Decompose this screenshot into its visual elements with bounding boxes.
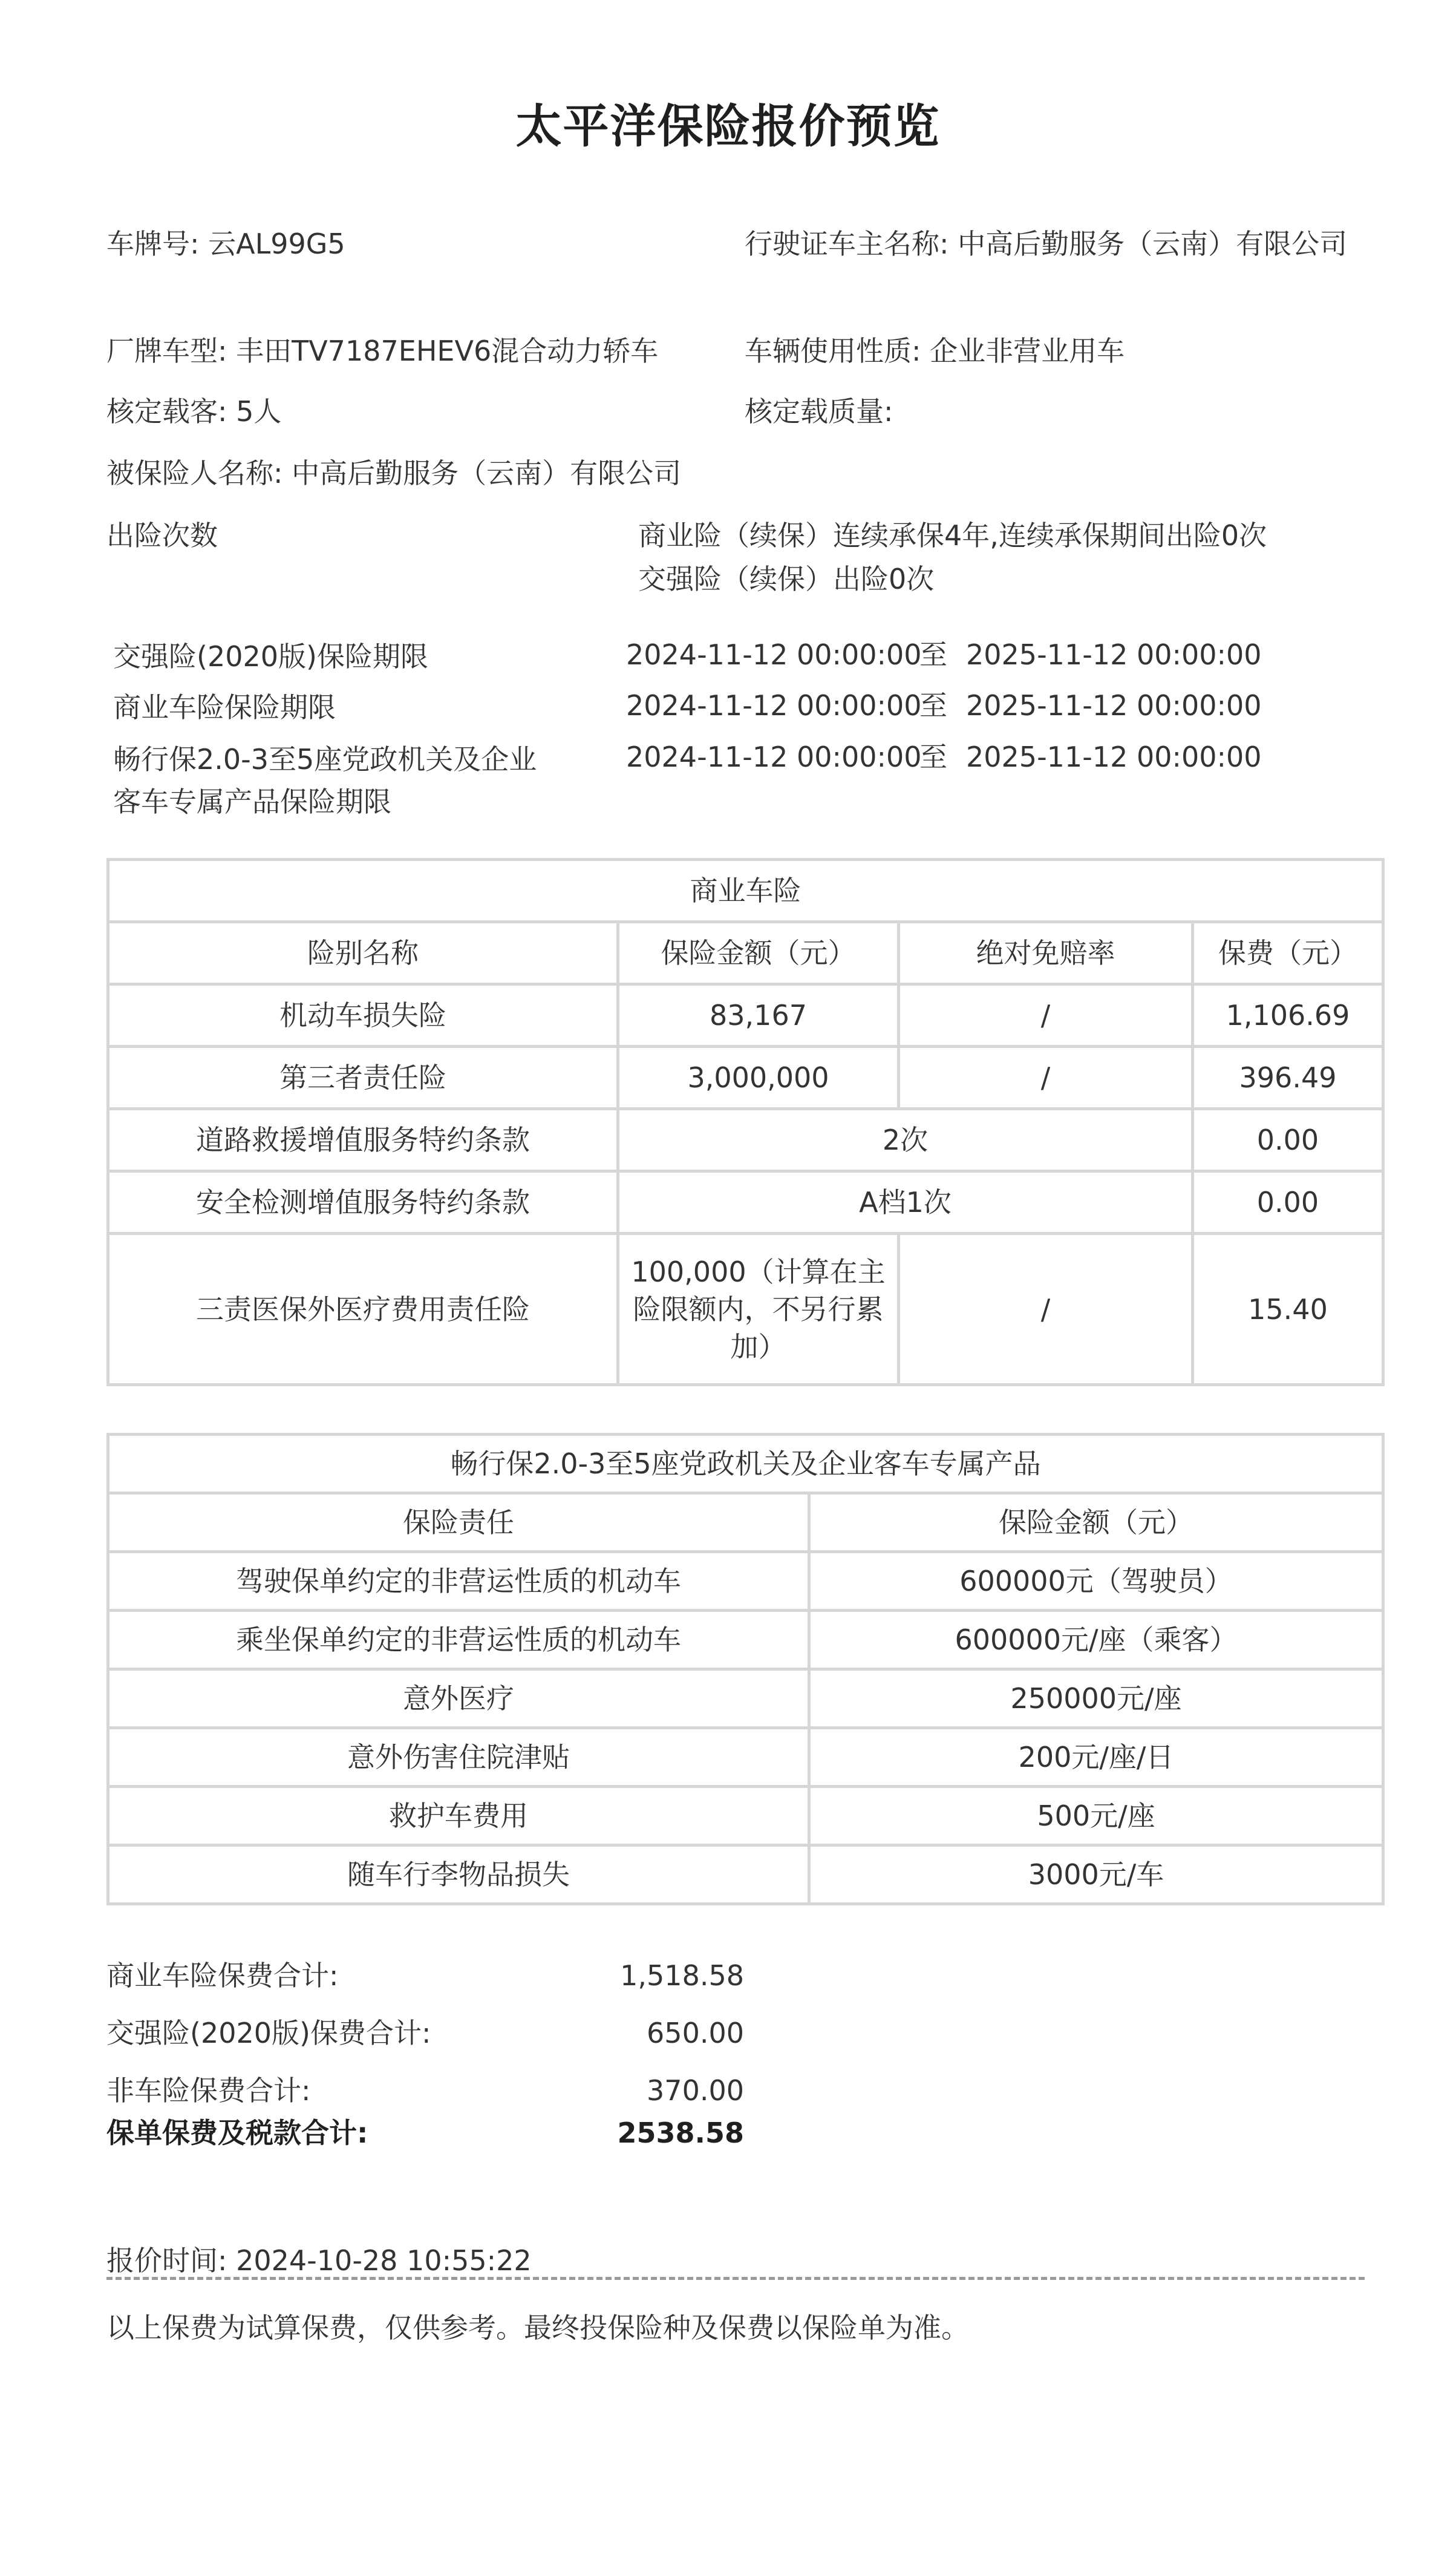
premium: 1,106.69 [1193,984,1383,1047]
claims-commercial: 商业险（续保）连续承保4年,连续承保期间出险0次 [638,519,1267,552]
column-header: 保险金额（元） [809,1493,1383,1552]
table-row [108,1109,1383,1171]
premium: 15.40 [1193,1234,1383,1385]
deductible-rate: / [899,984,1193,1047]
product-table [106,1433,1385,1905]
deductible-rate: / [899,1234,1193,1385]
period-end: 2025-11-12 00:00:00 [966,638,1262,671]
claims-compulsory: 交强险（续保）出险0次 [638,563,935,595]
table-row [108,1234,1383,1385]
grand-total-value: 2538.58 [617,2117,744,2149]
table-row [108,1787,1383,1845]
duty-name: 乘坐保单约定的非营运性质的机动车 [108,1611,809,1669]
duty-name: 随车行李物品损失 [108,1845,809,1904]
premium: 0.00 [1193,1109,1383,1171]
coverage-amount: A档1次 [618,1171,1193,1234]
period-separator: 至 [919,741,947,773]
duty-amount: 500元/座 [809,1787,1383,1845]
coverage-amount: 83,167 [618,984,899,1047]
table-title: 商业车险 [108,860,1383,922]
period-separator: 至 [919,689,947,722]
table-row [108,1047,1383,1109]
total-label: 交强险(2020版)保费合计: [106,2017,431,2049]
duty-amount: 250000元/座 [809,1669,1383,1728]
plate-number: 车牌号: 云AL99G5 [106,228,345,260]
deductible-rate: / [899,1047,1193,1109]
coverage-amount: 100,000（计算在主险限额内，不另行累加） [618,1234,899,1385]
duty-name: 意外伤害住院津贴 [108,1728,809,1787]
coverage-amount: 2次 [618,1109,1193,1171]
total-value: 1,518.58 [620,1959,744,1992]
duty-amount: 600000元（驾驶员） [809,1552,1383,1611]
premium: 396.49 [1193,1047,1383,1109]
period-name: 交强险(2020版)保险期限 [113,640,428,673]
premium: 0.00 [1193,1171,1383,1234]
column-header: 险别名称 [108,922,618,984]
owner-name: 行驶证车主名称: 中高后勤服务（云南）有限公司 [745,228,1348,260]
duty-amount: 200元/座/日 [809,1728,1383,1787]
table-row [108,1552,1383,1611]
coverage-name: 第三者责任险 [108,1047,618,1109]
total-value: 370.00 [647,2074,744,2107]
quote-time: 报价时间: 2024-10-28 10:55:22 [106,2244,532,2277]
table-title: 畅行保2.0-3至5座党政机关及企业客车专属产品 [108,1435,1383,1493]
vehicle-model: 厂牌车型: 丰田TV7187EHEV6混合动力轿车 [106,335,659,367]
table-row [108,1171,1383,1234]
duty-name: 驾驶保单约定的非营运性质的机动车 [108,1552,809,1611]
grand-total-label: 保单保费及税款合计: [106,2117,368,2149]
dashed-divider [106,2277,1365,2280]
table-row [108,1669,1383,1728]
duty-amount: 3000元/车 [809,1845,1383,1904]
duty-name: 救护车费用 [108,1787,809,1845]
column-header: 绝对免赔率 [899,922,1193,984]
period-end: 2025-11-12 00:00:00 [966,689,1262,722]
period-start: 2024-11-12 00:00:00 [626,741,922,773]
period-start: 2024-11-12 00:00:00 [626,689,922,722]
insured-name: 被保险人名称: 中高后勤服务（云南）有限公司 [106,457,682,490]
total-label: 商业车险保费合计: [106,1959,339,1992]
commercial-insurance-table [106,858,1385,1386]
column-header: 保险金额（元） [618,922,899,984]
total-label: 非车险保费合计: [106,2074,311,2107]
period-end: 2025-11-12 00:00:00 [966,741,1262,773]
table-row [108,1728,1383,1787]
claims-label: 出险次数 [106,519,218,552]
period-separator: 至 [919,638,947,671]
table-row [108,1611,1383,1669]
coverage-name: 机动车损失险 [108,984,618,1047]
seat-capacity: 核定载客: 5人 [106,395,282,428]
column-header: 保费（元） [1193,922,1383,984]
load-capacity: 核定载质量: [745,395,893,428]
coverage-name: 道路救援增值服务特约条款 [108,1109,618,1171]
total-value: 650.00 [647,2017,744,2049]
period-start: 2024-11-12 00:00:00 [626,638,922,671]
table-row [108,984,1383,1047]
coverage-amount: 3,000,000 [618,1047,899,1109]
coverage-name: 三责医保外医疗费用责任险 [108,1234,618,1385]
usage-type: 车辆使用性质: 企业非营业用车 [745,335,1125,367]
table-row [108,1845,1383,1904]
duty-name: 意外医疗 [108,1669,809,1728]
period-name: 商业车险保险期限 [113,691,336,724]
disclaimer: 以上保费为试算保费，仅供参考。最终投保险种及保费以保险单为准。 [106,2311,969,2344]
coverage-name: 安全检测增值服务特约条款 [108,1171,618,1234]
period-name: 畅行保2.0-3至5座党政机关及企业客车专属产品保险期限 [113,743,537,818]
page-title: 太平洋保险报价预览 [515,99,941,153]
column-header: 保险责任 [108,1493,809,1552]
duty-amount: 600000元/座（乘客） [809,1611,1383,1669]
